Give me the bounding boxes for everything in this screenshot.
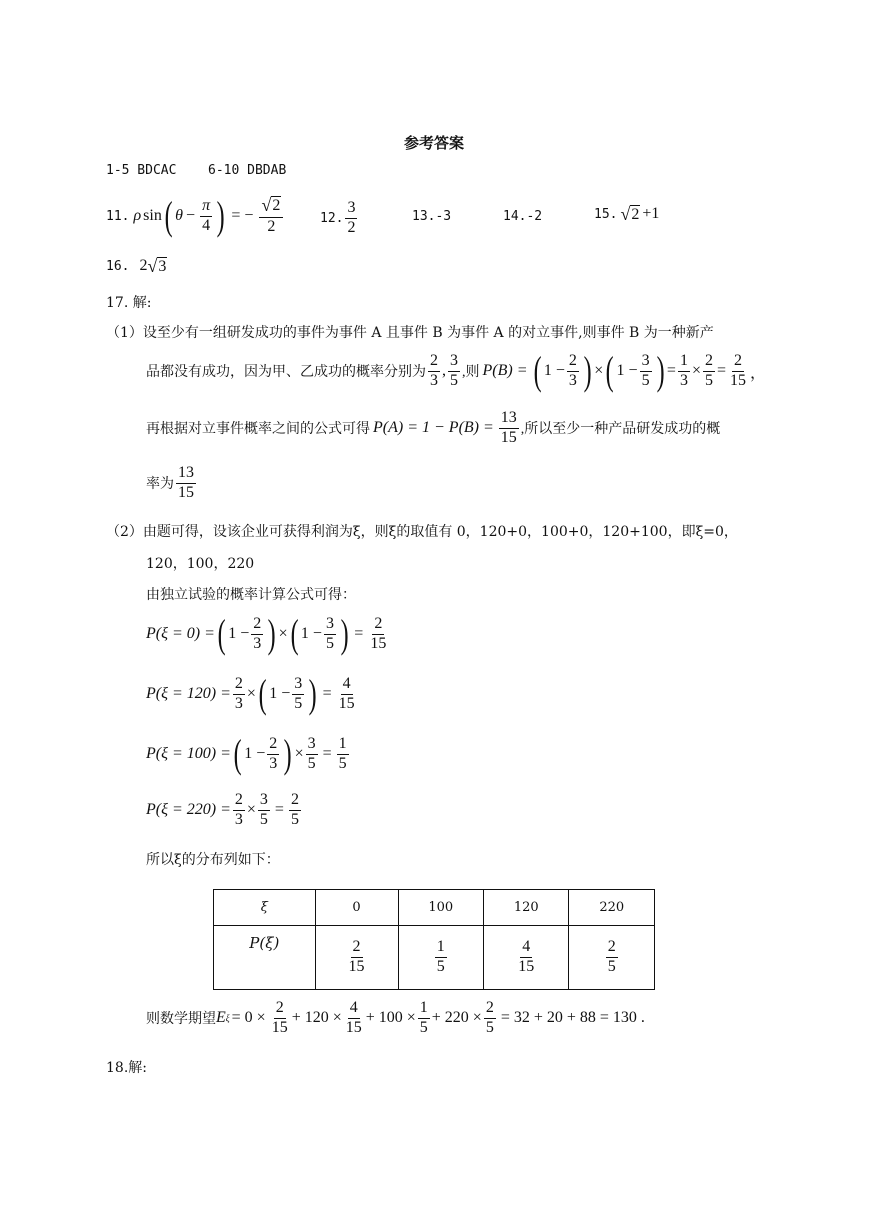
answer-11 [106, 193, 285, 238]
distribution-table [213, 889, 655, 990]
answer-title: 参考答案 [404, 134, 465, 152]
q11-num: 11. [106, 208, 130, 224]
q11-theta: θ [175, 207, 184, 224]
table-cell: $\frac{2}{15}$ [315, 926, 398, 990]
q11-sin: sin [143, 207, 162, 224]
table-cell: $\frac{1}{5}$ [398, 926, 483, 990]
table-head-xi: ξ [214, 890, 316, 926]
eq-p-xi-0: P(ξ = 0) = ( 1 − $\frac{2}{3}$ ) × ( 1 − $\frac{3}{5}$ ) = $\frac{2}{15}$ [146, 611, 387, 656]
table-cell: $\frac{4}{15}$ [483, 926, 568, 990]
q11-rho: ρ [133, 207, 142, 224]
table-head: 0 [315, 890, 398, 926]
answer-17-heading: 17. 解: [106, 295, 152, 311]
answer-14: 14.-2 [503, 209, 543, 224]
q11-pi-frac: $\frac{\pi}{4}$ [202, 196, 211, 234]
q12-frac: $\frac{3}{2}$ [347, 199, 356, 236]
table-head: 220 [569, 890, 655, 926]
q11-result-frac: √ 2 2 [259, 196, 283, 236]
p2-line3: 由独立试验的概率计算公式可得： [146, 587, 356, 603]
mc-answers-1-5: 1-5 BDCAC [106, 163, 177, 178]
dist-caption: 所以ξ的分布列如下： [146, 852, 280, 868]
answer-16: 16. 2 √ 3 [106, 256, 167, 276]
p1-line4: 率为 $\frac{13}{15}$ [146, 464, 194, 501]
eq-p-xi-120: P(ξ = 120) = $\frac{2}{3}$ × ( 1 − $\frac{3}{5}$ ) = $\frac{4}{15}$ [146, 671, 355, 716]
answer-13: 13.-3 [412, 209, 452, 224]
table-head: 120 [483, 890, 568, 926]
table-row [214, 890, 655, 926]
answer-18-heading: 18.解: [106, 1060, 147, 1076]
answer-15: 15. √ 2 +1 [594, 204, 660, 224]
q11-eq: = − [231, 207, 254, 224]
p2-line2: 120，100，220 [146, 556, 255, 572]
table-head: 100 [398, 890, 483, 926]
answer-12: 12. $\frac{3}{2}$ [320, 199, 356, 236]
p1-line1: （1）设至少有一组研发成功的事件为事件 A 且事件 B 为事件 A 的对立事件,则事件 B 为一种新产 [106, 325, 714, 341]
expectation-line: 则数学期望 E ξ = 0 × $\frac{2}{15}$ + 120 × $\frac{4}{15}$ + 100 × $\frac{1}{5}$ + 220 × $\frac{2}{5}$ = 32 + 20 + 88 = 130 . [146, 999, 645, 1036]
table-row [214, 926, 655, 990]
p2-line1: （2）由题可得，设该企业可获得利润为ξ，则ξ的取值有 0，120+0，100+0，120+100，即ξ=0， [106, 524, 738, 540]
p1-line3: 再根据对立事件概率之间的公式可得 P(A) = 1 − P(B) = $\frac{13}{15}$ ,所以至少一种产品研发成功的概 [146, 409, 721, 446]
q11-minus: − [186, 207, 196, 224]
eq-p-xi-100: P(ξ = 100) = ( 1 − $\frac{2}{3}$ ) × $\frac{3}{5}$ = $\frac{1}{5}$ [146, 731, 347, 776]
q11-paren: ( θ − $\frac{\pi}{4}$ ) [164, 193, 225, 238]
table-row-label: P(ξ) [214, 926, 316, 990]
mc-answers-6-10: 6-10 DBDAB [208, 163, 287, 178]
eq-p-xi-220: P(ξ = 220) = $\frac{2}{3}$ × $\frac{3}{5}$ = $\frac{2}{5}$ [146, 791, 299, 828]
q16-sqrt: √ 3 [147, 256, 167, 276]
table-cell: $\frac{2}{5}$ [569, 926, 655, 990]
p1-line2: 品都没有成功，因为甲、乙成功的概率分别为 $\frac{2}{3}$ , $\frac{3}{5}$ ,则 P(B) = ( 1 − $\frac{2}{3}$ ) × ( 1 − $\frac{3}{5}$ ) = $\frac{1}{3}$ × $\frac{2}{5}$ = $\frac{2}{15}$ ， [146, 348, 767, 393]
q15-sqrt: √ 2 [620, 204, 640, 224]
